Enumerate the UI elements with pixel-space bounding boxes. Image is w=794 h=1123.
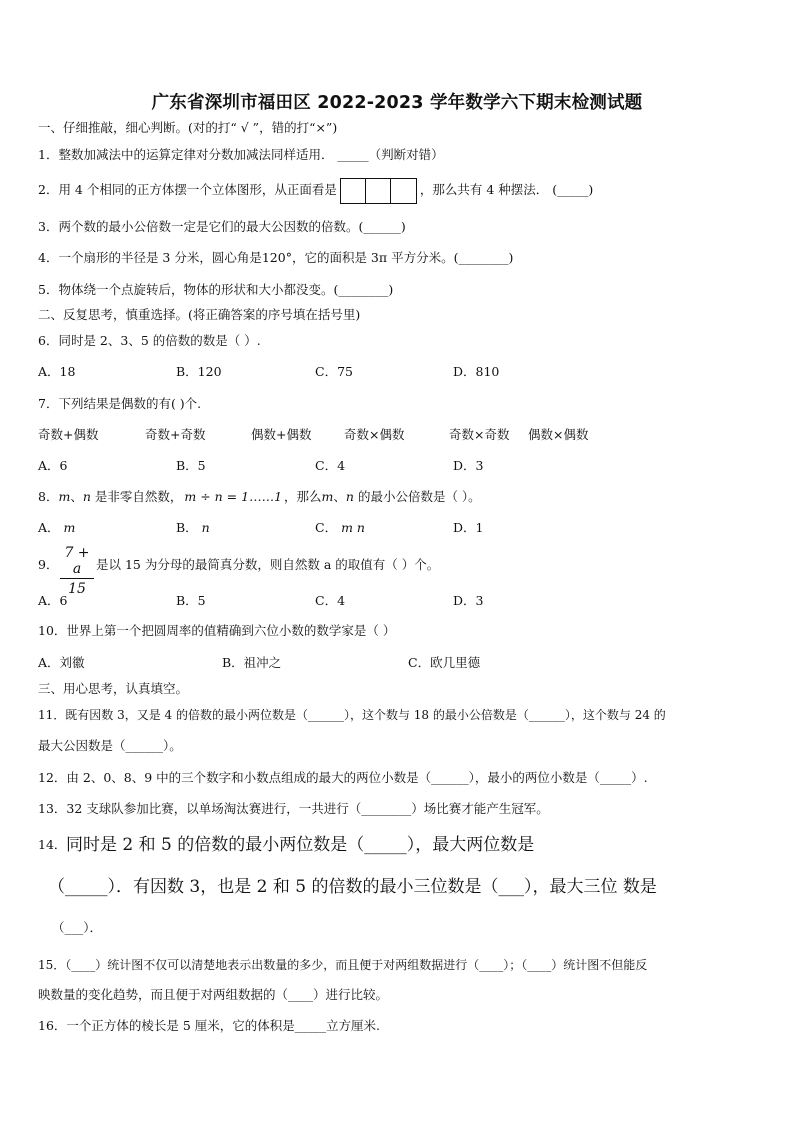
var-n: n [345, 489, 354, 504]
fraction-numerator: 7 + a [60, 545, 94, 579]
q8-option-a: A． m [38, 520, 76, 535]
question-2-stem: 2．用 4 个相同的正方体摆一个立体图形，从正面看是 [38, 182, 337, 197]
q8-division-expr: m ÷ n = 1……1 [184, 489, 283, 504]
question-1: 1．整数加减法中的运算定律对分数加减法同样适用． _____（判断对错） [38, 147, 444, 162]
q6-option-b: B．120 [176, 364, 222, 379]
q7-option-b: B．5 [176, 458, 206, 473]
q8-text1: 是非零自然数， [90, 489, 183, 504]
q7-expr-6: 偶数×偶数 [528, 427, 589, 442]
question-14-line3: （___）． [52, 920, 103, 935]
section-heading-2: 二、反复思考，慎重选择。(将正确答案的序号填在括号里) [38, 307, 361, 322]
question-12: 12．由 2、0、8、9 中的三个数字和小数点组成的最大的两位小数是（______），最小的两位小数是（_____）. [38, 770, 648, 785]
q9-option-d: D．3 [453, 593, 484, 608]
question-14-line2: （_____）．有因数 3，也是 2 和 5 的倍数的最小三位数是（___），最大三位 数是 [48, 877, 657, 897]
question-7-stem: 7．下列结果是偶数的有( )个. [38, 396, 202, 411]
q8-option-b: B． n [176, 520, 210, 535]
q7-expr-4: 奇数×偶数 [344, 427, 405, 442]
question-15-line2: 映数量的变化趋势，而且便于对两组数据的（____）进行比较。 [38, 987, 389, 1002]
question-3: 3．两个数的最小公倍数一定是它们的最大公因数的倍数。(______) [38, 219, 406, 234]
q6-option-c: C．75 [315, 364, 353, 379]
q8-text2: ，那么 [284, 489, 322, 504]
q7-option-c: C．4 [315, 458, 346, 473]
q10-option-a: A．刘徽 [38, 655, 85, 670]
question-2-tail: ，那么共有 4 种摆法． (_____) [419, 182, 594, 197]
front-view-figure [340, 178, 417, 204]
q6-option-a: A．18 [38, 364, 76, 379]
q9-number: 9． [38, 557, 59, 572]
q8-option-d: D．1 [453, 520, 484, 535]
question-5: 5．物体绕一个点旋转后，物体的形状和大小都没变。(________) [38, 282, 394, 297]
q8-sep: 、 [70, 489, 83, 504]
section-heading-3: 三、用心思考，认真填空。 [38, 681, 189, 696]
question-15-line1: 15．（____）统计图不仅可以清楚地表示出数量的多少，而且便于对两组数据进行（____）；（____）统计图不但能反 [38, 958, 648, 972]
question-11-line2: 最大公因数是（______）。 [38, 738, 182, 753]
question-4: 4．一个扇形的半径是 3 分米，圆心角是120°，它的面积是 3π 平方分米。(________) [38, 250, 514, 265]
square-cell [341, 179, 366, 203]
question-16: 16．一个正方体的棱长是 5 厘米，它的体积是_____立方厘米. [38, 1018, 381, 1033]
question-14-line1: 同时是 2 和 5 的倍数的最小两位数是（_____），最大两位数是 [66, 835, 535, 855]
q9-fraction [60, 545, 94, 597]
var-m: m [58, 489, 71, 504]
var-m: m [321, 489, 334, 504]
q8-sep: 、 [333, 489, 346, 504]
q7-expr-5: 奇数×奇数 [449, 427, 510, 442]
q8-text3: 的最小公倍数是（ ）。 [353, 489, 481, 504]
q10-option-c: C．欧几里德 [408, 655, 481, 670]
q14-number: 14． [38, 837, 67, 852]
q7-expr-2: 奇数+奇数 [145, 427, 206, 442]
question-10-stem: 10．世界上第一个把圆周率的值精确到六位小数的数学家是（ ） [38, 623, 396, 638]
q6-option-d: D．810 [453, 364, 500, 379]
question-13: 13．32 支球队参加比赛，以单场淘汰赛进行，一共进行（________）场比赛才能产生冠军。 [38, 801, 549, 816]
square-cell [366, 179, 391, 203]
q7-expr-3: 偶数+偶数 [251, 427, 312, 442]
q9-option-b: B．5 [176, 593, 206, 608]
q7-option-d: D．3 [453, 458, 484, 473]
q8-number: 8． [38, 489, 59, 504]
q9-option-c: C．4 [315, 593, 346, 608]
question-2 [38, 176, 593, 204]
q8-option-c: C． m n [315, 520, 365, 535]
q7-expr-1: 奇数+偶数 [38, 427, 99, 442]
var-n: n [82, 489, 91, 504]
question-11-line1: 11．既有因数 3，又是 4 的倍数的最小两位数是（______），这个数与 18 的最小公倍数是（______），这个数与 24 的 [38, 708, 666, 722]
fraction-denominator: 15 [68, 581, 86, 597]
section-heading-1: 一、仔细推敲，细心判断。(对的打“ √ ”，错的打“×”) [38, 120, 338, 135]
q10-option-b: B．祖冲之 [222, 655, 282, 670]
question-9-stem: 是以 15 为分母的最简真分数，则自然数 a 的取值有（ ）个。 [96, 557, 440, 572]
q7-option-a: A．6 [38, 458, 68, 473]
square-cell [391, 179, 416, 203]
q9-option-a: A．6 [38, 593, 68, 608]
question-8-stem [38, 489, 481, 505]
page-title: 广东省深圳市福田区 2022-2023 学年数学六下期末检测试题 [151, 93, 643, 113]
question-6-stem: 6．同时是 2、3、5 的倍数的数是（ ）. [38, 333, 261, 348]
